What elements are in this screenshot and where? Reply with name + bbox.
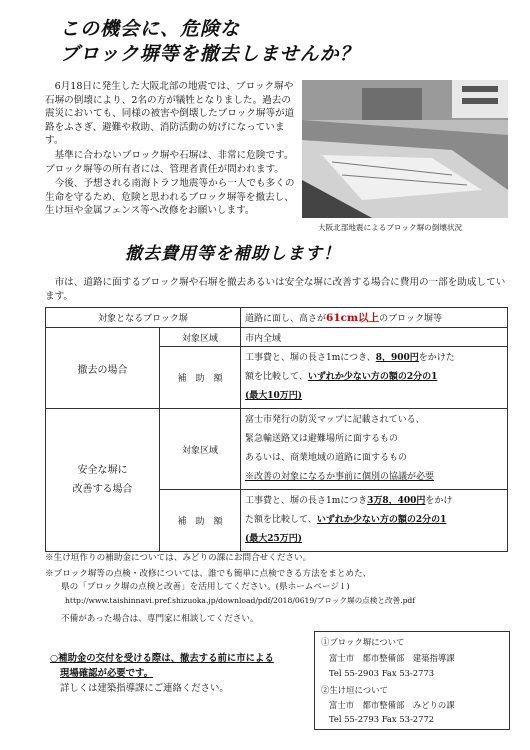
improve-category-line-2: 改善する場合 (72, 484, 133, 495)
contact-block-tel: Tel 55-2903 Fax 53-2773 (329, 668, 435, 678)
subsidy-heading: 撤去費用等を補助します！ (125, 244, 341, 264)
note-inspection: ※ブロック塀等の点検・改修については、誰でも簡単に点検できる方法をまとめた、 (45, 569, 372, 579)
contact-box (314, 631, 510, 730)
removal-area-label: 対象区域 (160, 328, 241, 347)
improve-amount-label: 補 助 額 (160, 490, 241, 552)
title-line-2: ブロック塀等を撤去しませんか？ (60, 43, 360, 65)
improve-amount-value (241, 490, 508, 552)
improve-amount-line-1-pre: 工事費と、塀の長さ1mにつき (245, 496, 368, 506)
improve-amount-line-1-post: をかけ (425, 496, 453, 506)
removal-amount-half: いずれか少ない方の額の2分の1 (307, 372, 438, 382)
improve-category-line-1: 安全な塀に (77, 465, 128, 476)
table-row-removal-area (46, 328, 508, 347)
target-value-post: のブロック塀等 (379, 314, 442, 324)
removal-amount-rate: 8，900円 (375, 353, 419, 363)
subsidy-lead-text: 市は、道路に面するブロック塀や石塀を撤去あるいは安全な塀に改善する場合に費用の一部を助成しています。 (45, 277, 506, 302)
target-height: 61cm以上 (326, 312, 380, 324)
improve-area-note: ※改善の対象になるか事前に個別の協議が必要 (245, 472, 435, 482)
improve-area-value (241, 409, 508, 490)
pref-guide-url[interactable]: http://www.taishinnavi.pref.shizuoka.jp/download/pdf/2018/0619/ブロック塀の点検と改善.pdf (65, 596, 416, 605)
confirmation-line-3: 詳しくは建築指導課にご連絡ください。 (60, 683, 229, 694)
contact-block-heading: ①ブロック塀について (321, 637, 405, 647)
target-label: 対象となるブロック塀 (46, 308, 241, 328)
improve-amount-line-1 (245, 492, 503, 511)
removal-amount-line-1-post: をかけた (418, 353, 455, 363)
improve-category (46, 409, 160, 552)
improve-amount-line-2 (245, 511, 503, 530)
intro-paragraph: 6月18日に発生した大阪北部の地震では、ブロック塀や石塀の倒壊により、2名の方が犠牲となりました。過去の震災においても、同様の被害や倒壊したブロック塀等が道路をふさぎ、避難や救助、消防活動の妨げになっています。 (45, 81, 295, 147)
removal-amount-label: 補 助 額 (160, 347, 241, 409)
target-value (241, 308, 508, 328)
contact-hedge-heading: ②生け垣について (321, 685, 388, 695)
confirmation-line-2: 現場確認が必要です。 (60, 668, 153, 679)
removal-amount-line-2-pre: 額を比較して、 (245, 372, 308, 382)
note-hedge: ※生け垣作りの補助金については、みどりの課にお問合せください。 (45, 553, 312, 563)
improve-amount-max: (最大25万円) (245, 534, 303, 544)
target-value-pre: 道路に面し、高さが (245, 314, 327, 324)
note-pref-guide: 県の「ブロック塀の点検と改善」を活用してください。(県ホームページ↓) (61, 582, 350, 592)
intro-paragraph: 今後、予想される南海トラフ地震等から一人でも多くの生命を守るため、危険と思われるブロック塀等を撤去し、生け垣や金属フェンス等へ改修をお願いします。 (45, 178, 295, 217)
removal-area-value: 市内全域 (241, 328, 508, 347)
removal-amount-line-2 (245, 368, 503, 387)
confirmation-notice (50, 651, 310, 696)
removal-amount-line-1-pre: 工事費と、塀の長さ1mにつき、 (245, 353, 376, 363)
removal-category: 撤去の場合 (46, 328, 160, 409)
collapsed-wall-photo (302, 80, 508, 218)
photo-illustration (302, 80, 508, 218)
removal-amount-max: (最大10万円) (245, 391, 303, 401)
improve-area-label: 対象区域 (160, 409, 241, 490)
improve-amount-rate: 3万8，400円 (367, 496, 426, 506)
notes-block (45, 552, 515, 626)
note-consult: 不備があった場合は、専門家に相談してください。 (61, 614, 259, 624)
photo-caption: 大阪北部地震によるブロック塀の倒壊状況 (318, 223, 463, 232)
improve-amount-half: いずれか少ない方の額の2分の1 (316, 515, 447, 525)
intro-paragraph: 基準に合わないブロック塀や石塀は、非常に危険です。ブロック塀等の所有者には、管理者責任が問われます。 (45, 149, 294, 175)
contact-hedge-tel: Tel 55-2793 Fax 53-2772 (329, 714, 435, 724)
improve-area-line: あるいは、商業地域の道路に面するもの (245, 453, 408, 463)
contact-block-dept: 富士市 都市整備部 建築指導課 (329, 653, 455, 663)
table-row-improve-area (46, 409, 508, 490)
contact-hedge-dept: 富士市 都市整備部 みどりの課 (329, 700, 455, 710)
subsidy-table (45, 307, 508, 552)
confirmation-line-1: ○補助金の交付を受ける際は、撤去する前に市による (50, 653, 274, 664)
removal-amount-value (241, 347, 508, 409)
improve-amount-line-2-pre: た額を比較して、 (245, 515, 317, 525)
subsidy-lead (45, 276, 508, 303)
improve-area-line: 富士市発行の防災マップに記載されている、 (245, 415, 425, 425)
improve-area-line: 緊急輸送路又は避難場所に面するもの (245, 434, 399, 444)
title-line-1: この機会に、危険な (60, 18, 241, 40)
intro-text (45, 80, 297, 218)
removal-amount-line-1 (245, 349, 503, 368)
table-row-target (46, 308, 508, 328)
